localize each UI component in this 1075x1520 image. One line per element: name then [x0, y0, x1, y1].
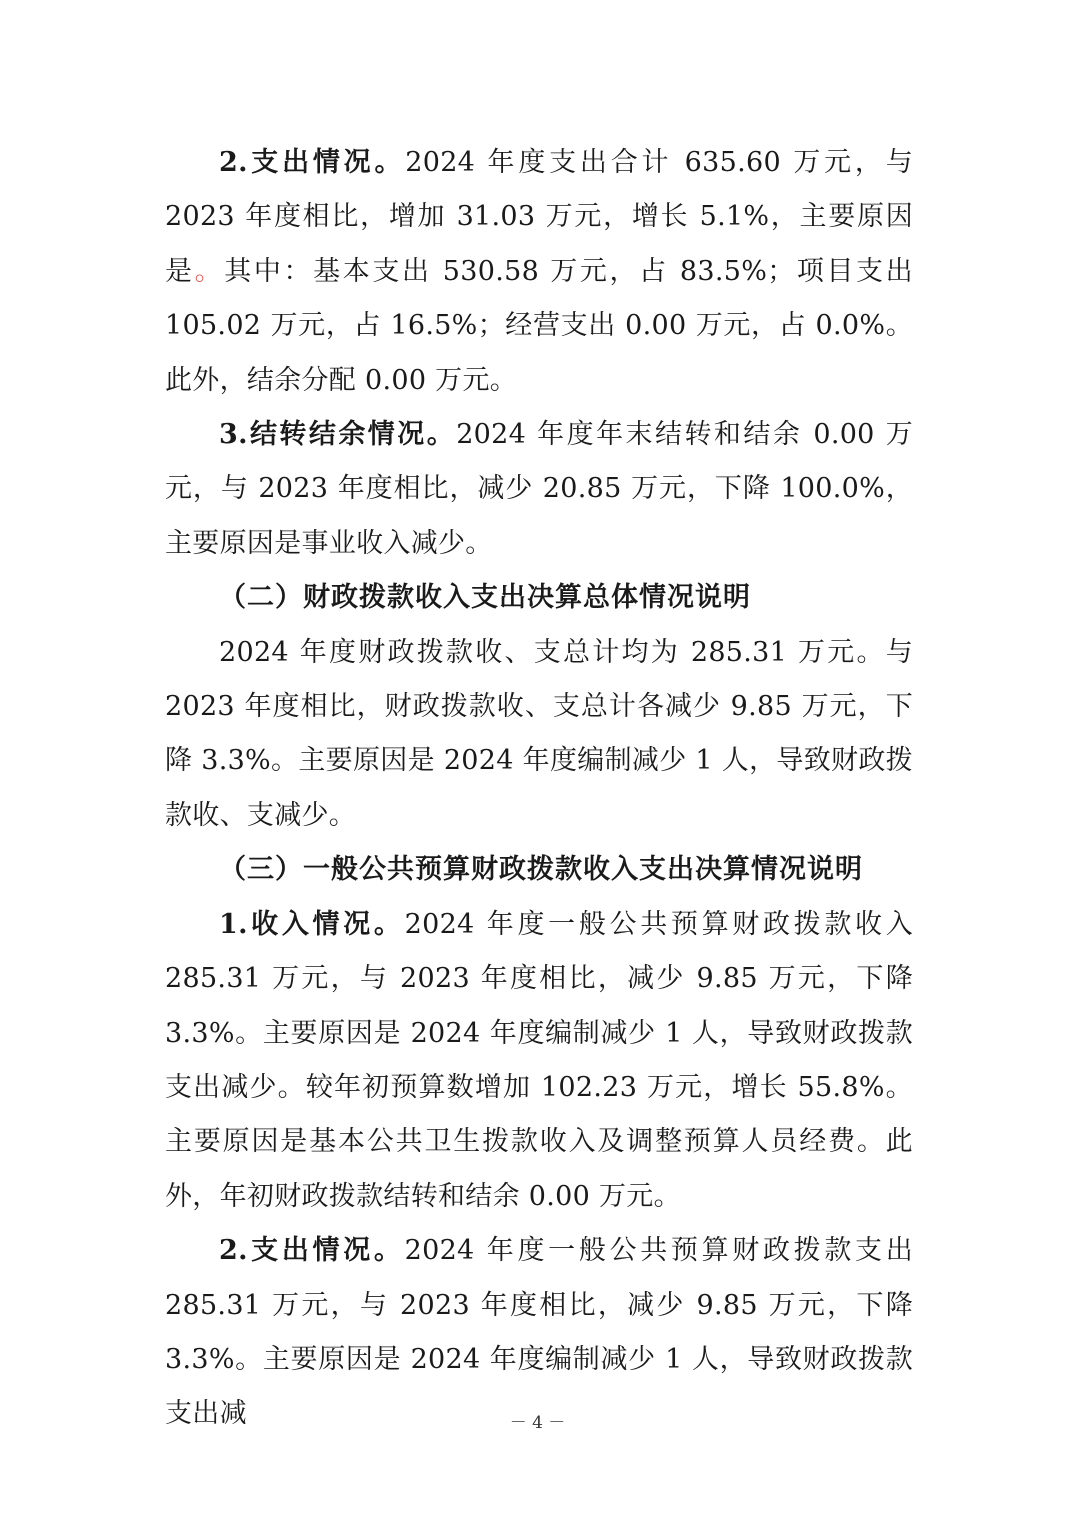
paragraph-text: 2024 年度支出合计 635.60 万元，与 2023 年度相比，增加 31.03 万元，增长 5.1%，主要原因是 — [165, 147, 913, 287]
paragraph-income — [165, 898, 913, 1224]
paragraph-text: 2024 年度年末结转和结余 0.00 万元，与 2023 年度相比，减少 20.85 万元，下降 100.0%，主要原因是事业收入减少。 — [165, 419, 913, 559]
paragraph-fiscal-overview — [165, 626, 913, 844]
paragraph-text: 2024 年度财政拨款收、支总计均为 285.31 万元。与 2023 年度相比，财政拨款收、支总计各减少 9.85 万元，下降 3.3%。主要原因是 2024 年度编制减少 1 人，导致财政拨款收、支减少。 — [165, 636, 913, 831]
section-heading-general-budget: （三）一般公共预算财政拨款收入支出决算情况说明 — [219, 854, 863, 886]
paragraph-lead: 1.收入情况。 — [219, 908, 405, 940]
paragraph-lead: 2.支出情况。 — [219, 1235, 405, 1267]
section-heading-fiscal-overview: （二）财政拨款收入支出决算总体情况说明 — [219, 582, 751, 614]
highlight-mark: 。 — [194, 255, 225, 287]
paragraph-lead: 3.结转结余情况。 — [219, 419, 457, 451]
paragraph-text: 2024 年度一般公共预算财政拨款收入 285.31 万元，与 2023 年度相比，减少 9.85 万元，下降 3.3%。主要原因是 2024 年度编制减少 1 人，导致财政拨款支出减少。较年初预算数增加 102.23 万元，增长 55.8%。主要原因是基本公共卫生拨款收入及调整预算人员经费。此外，年初财政拨款结转和结余 0.00 万元。 — [165, 908, 913, 1212]
paragraph-text: 2024 年度一般公共预算财政拨款支出 285.31 万元，与 2023 年度相比，减少 9.85 万元，下降 3.3%。主要原因是 2024 年度编制减少 1 人，导致财政拨款支出减 — [165, 1235, 913, 1430]
paragraph-carryover — [165, 408, 913, 571]
page-number: － 4 － — [509, 1413, 566, 1433]
document-body — [165, 136, 913, 1442]
paragraph-text-tail: 其中：基本支出 530.58 万元，占 83.5%；项目支出 105.02 万元，占 16.5%；经营支出 0.00 万元，占 0.0%。此外，结余分配 0.00 万元。 — [165, 255, 913, 396]
paragraph-lead: 2.支出情况。 — [219, 147, 406, 178]
paragraph-expenditure — [165, 136, 913, 408]
